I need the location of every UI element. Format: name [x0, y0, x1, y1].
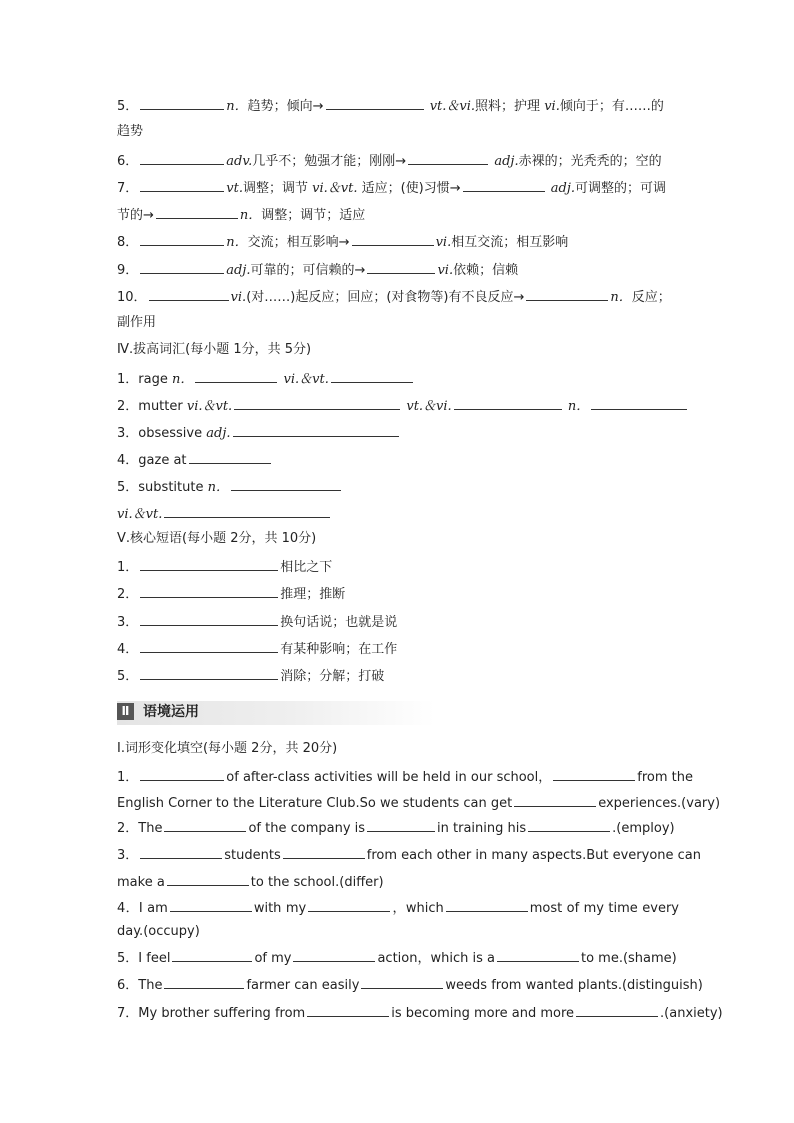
blank[interactable]: [140, 584, 278, 598]
section-4-item-5: 5．substitute n．: [117, 477, 679, 497]
blank[interactable]: [367, 260, 435, 274]
blank[interactable]: [326, 96, 424, 110]
blank[interactable]: [140, 612, 278, 626]
blank[interactable]: [172, 948, 252, 962]
blank[interactable]: [140, 845, 222, 859]
section-4-item-4: 4．gaze at: [117, 450, 679, 470]
blank[interactable]: [164, 504, 330, 518]
blank[interactable]: [308, 898, 390, 912]
blank[interactable]: [164, 975, 244, 989]
question-7: 7．My brother suffering from is becoming more and more .(anxiety): [117, 1003, 679, 1023]
blank[interactable]: [352, 232, 434, 246]
blank[interactable]: [140, 557, 278, 571]
blank[interactable]: [454, 396, 562, 410]
section-5-item-4: 4． 有某种影响；在工作: [117, 639, 679, 659]
vocab-item-5-cont: 趋势: [117, 124, 144, 139]
blank[interactable]: [164, 818, 246, 832]
vocab-item-5: 5． n．趋势；倾向→ vt.＆vi.照料；护理 vi.倾向于；有……的: [117, 96, 679, 116]
vocab-item-8: 8． n．交流；相互影响→ vi.相互交流；相互影响: [117, 232, 679, 252]
vocab-item-7: 7． vt.调整；调节 vi.＆vt. 适应；(使)习惯→ adj.可调整的；可调: [117, 178, 679, 198]
question-3-line-2: make a to the school.(differ): [117, 872, 679, 892]
blank[interactable]: [231, 477, 341, 491]
blank[interactable]: [293, 948, 375, 962]
blank[interactable]: [463, 178, 545, 192]
context-sub-heading: Ⅰ.词形变化填空(每小题 2分，共 20分): [117, 741, 338, 756]
blank[interactable]: [189, 450, 271, 464]
vocab-item-6: 6． adv.几乎不；勉强才能；刚刚→ adj.赤裸的；光秃秃的；空的: [117, 151, 679, 171]
blank[interactable]: [234, 396, 400, 410]
vocab-item-7-cont: 节的→ n．调整；调节；适应: [117, 205, 679, 225]
blank[interactable]: [528, 818, 610, 832]
question-5: 5．I feel of my action，which is a to me.(shame): [117, 948, 679, 968]
blank[interactable]: [170, 898, 252, 912]
section-4-heading: Ⅳ.拔高词汇(每小题 1分，共 5分): [117, 342, 312, 357]
blank[interactable]: [283, 845, 365, 859]
blank[interactable]: [497, 948, 579, 962]
vocab-item-10-cont: 副作用: [117, 315, 157, 330]
blank[interactable]: [140, 151, 224, 165]
blank[interactable]: [446, 898, 528, 912]
section-5-item-5: 5． 消除；分解；打破: [117, 666, 679, 686]
section-5-heading: Ⅴ.核心短语(每小题 2分，共 10分): [117, 531, 317, 546]
question-2: 2．The of the company is in training his .(employ): [117, 818, 679, 838]
question-6: 6．The farmer can easily weeds from wanted plants.(distinguish): [117, 975, 679, 995]
section-4-item-5-cont: vi.＆vt.: [117, 504, 679, 524]
blank[interactable]: [361, 975, 443, 989]
blank[interactable]: [233, 423, 399, 437]
blank[interactable]: [591, 396, 687, 410]
blank[interactable]: [167, 872, 249, 886]
question-1-line-1: 1． of after-class activities will be held in our school， from the: [117, 767, 679, 787]
blank[interactable]: [331, 369, 413, 383]
blank[interactable]: [195, 369, 277, 383]
section-5-item-3: 3． 换句话说；也就是说: [117, 612, 679, 632]
section-5-item-1: 1． 相比之下: [117, 557, 679, 577]
blank[interactable]: [140, 639, 278, 653]
blank[interactable]: [140, 767, 224, 781]
section-title: 语境运用: [143, 704, 199, 720]
question-1-line-2: English Corner to the Literature Club.So we students can get experiences.(vary): [117, 793, 679, 813]
blank[interactable]: [408, 151, 488, 165]
blank[interactable]: [553, 767, 635, 781]
section-4-item-2: 2．mutter vi.＆vt. vt.＆vi. n．: [117, 396, 679, 416]
vocab-item-9: 9． adj.可靠的；可信赖的→ vi.依赖；信赖: [117, 260, 679, 280]
blank[interactable]: [140, 178, 224, 192]
question-3-line-1: 3． students from each other in many aspects.But everyone can: [117, 845, 679, 865]
section-4-item-3: 3．obsessive adj.: [117, 423, 679, 443]
blank[interactable]: [367, 818, 435, 832]
blank[interactable]: [526, 287, 608, 301]
blank[interactable]: [140, 96, 224, 110]
blank[interactable]: [140, 232, 224, 246]
question-4-line-1: 4．I am with my ，which most of my time every: [117, 898, 679, 918]
section-5-item-2: 2． 推理；推断: [117, 584, 679, 604]
blank[interactable]: [140, 666, 278, 680]
section-4-item-1: 1．rage n． vi.＆vt.: [117, 369, 679, 389]
blank[interactable]: [149, 287, 229, 301]
blank[interactable]: [514, 793, 596, 807]
blank[interactable]: [140, 260, 224, 274]
blank[interactable]: [307, 1003, 389, 1017]
blank[interactable]: [156, 205, 238, 219]
vocab-item-10: 10． vi.(对……)起反应；回应；(对食物等)有不良反应→ n．反应；: [117, 287, 679, 307]
blank[interactable]: [576, 1003, 658, 1017]
question-4-line-2: day.(occupy): [117, 924, 200, 939]
section-number-icon: Ⅱ: [117, 703, 134, 720]
